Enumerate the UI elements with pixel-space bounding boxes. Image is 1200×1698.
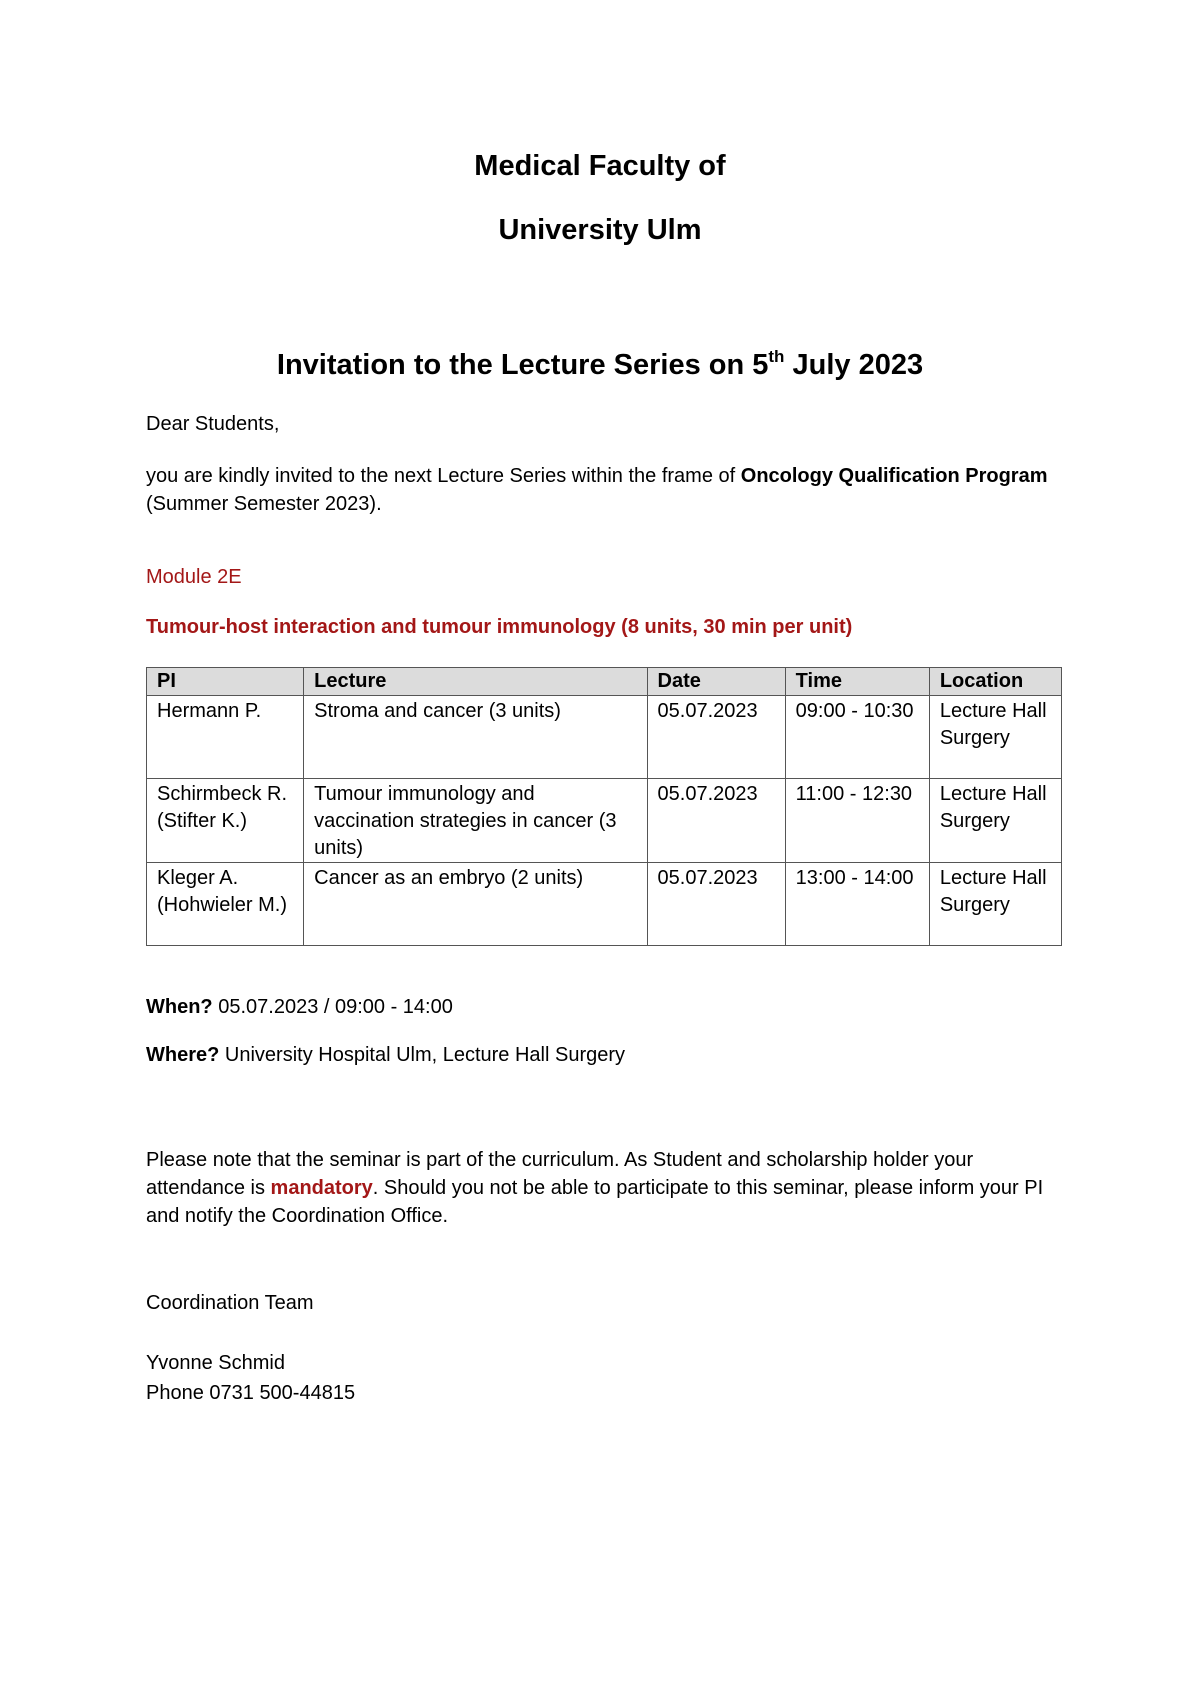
coordination-team: Coordination Team: [146, 1292, 314, 1314]
header-date: Date: [647, 668, 785, 696]
table-header-row: [147, 668, 1062, 696]
semester: (Summer Semester 2023).: [146, 493, 382, 515]
phone-number: Phone 0731 500-44815: [146, 1382, 356, 1404]
module-title: Tumour-host interaction and tumour immunology (8 units, 30 min per unit): [146, 616, 853, 638]
invitation-prefix: Invitation to the Lecture Series on 5: [276, 349, 769, 381]
when-label: When?: [146, 996, 213, 1018]
cell-date: 05.07.2023: [647, 863, 785, 946]
mandatory-emphasis: mandatory: [270, 1177, 373, 1199]
module-label: Module 2E: [146, 566, 242, 588]
cell-location: Lecture Hall Surgery: [929, 779, 1061, 863]
cell-pi: Hermann P.: [147, 696, 304, 779]
when-value: 05.07.2023 / 09:00 - 14:00: [212, 996, 453, 1018]
cell-time: 13:00 - 14:00: [785, 863, 929, 946]
cell-lecture: Tumour immunology and vaccination strategies in cancer (3 units): [304, 779, 647, 863]
cell-date: 05.07.2023: [647, 779, 785, 863]
table-row: [147, 779, 1062, 863]
intro-paragraph: [146, 462, 1066, 518]
intro-text: you are kindly invited to the next Lecture Series within the frame of: [146, 465, 741, 487]
cell-lecture: Stroma and cancer (3 units): [304, 696, 647, 779]
attendance-note: [146, 1146, 1066, 1230]
cell-time: 11:00 - 12:30: [785, 779, 929, 863]
university-title: University Ulm: [498, 214, 702, 246]
note-part2: . Should you not be able to participate to this seminar, please inform your PI and notify the Coordination Office.: [146, 1177, 1044, 1227]
greeting: Dear Students,: [146, 413, 280, 435]
cell-location: Lecture Hall Surgery: [929, 696, 1061, 779]
header-location: Location: [929, 668, 1061, 696]
where-label: Where?: [146, 1044, 220, 1066]
cell-lecture: Cancer as an embryo (2 units): [304, 863, 647, 946]
invitation-suffix: July 2023: [784, 349, 924, 381]
lecture-table: [146, 667, 1062, 946]
header-lecture: Lecture: [304, 668, 647, 696]
when-line: [146, 993, 1066, 1021]
invitation-heading: [0, 347, 1200, 382]
header-pi: PI: [147, 668, 304, 696]
where-value: University Hospital Ulm, Lecture Hall Surgery: [219, 1044, 626, 1066]
cell-location: Lecture Hall Surgery: [929, 863, 1061, 946]
cell-date: 05.07.2023: [647, 696, 785, 779]
invitation-superscript: th: [768, 347, 785, 366]
table-row: [147, 696, 1062, 779]
cell-pi: Kleger A. (Hohwieler M.): [147, 863, 304, 946]
program-name: Oncology Qualification Program: [740, 465, 1048, 487]
cell-pi: Schirmbeck R. (Stifter K.): [147, 779, 304, 863]
table-row: [147, 863, 1062, 946]
signatory-name: Yvonne Schmid: [146, 1352, 285, 1374]
cell-time: 09:00 - 10:30: [785, 696, 929, 779]
where-line: [146, 1041, 1066, 1069]
note-part1: Please note that the seminar is part of the curriculum. As Student and scholarship holder your attendance is: [146, 1149, 974, 1199]
header-time: Time: [785, 668, 929, 696]
faculty-title: Medical Faculty of: [474, 150, 726, 182]
